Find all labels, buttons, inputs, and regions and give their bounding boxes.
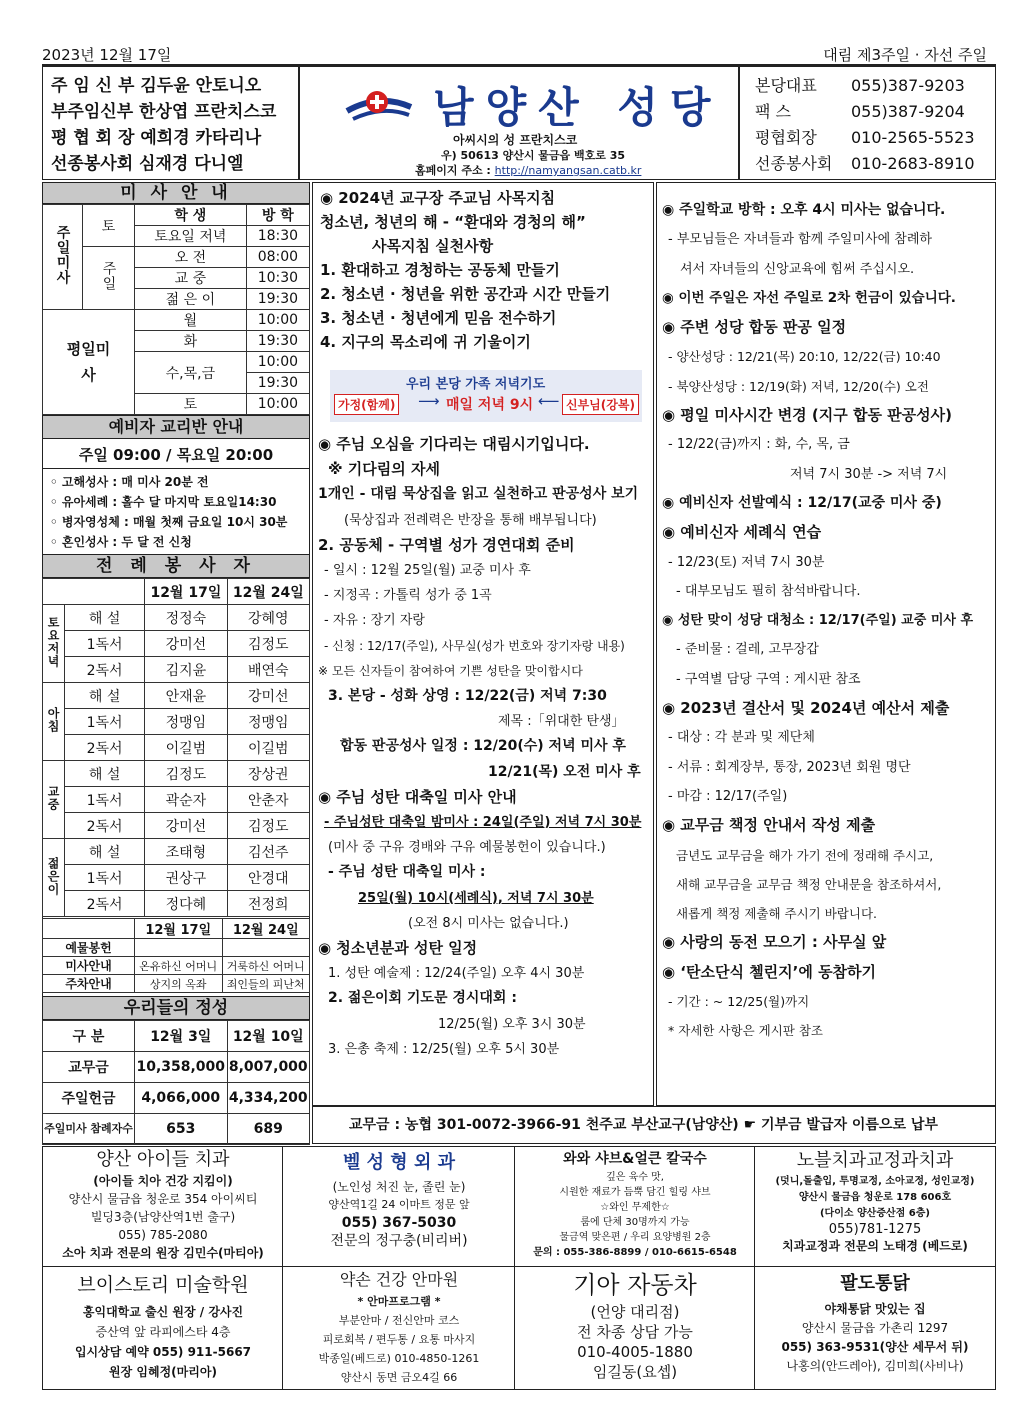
contact-list: 본당대표 055)387-9203 팩 스 055)387-9204 평협회장 010-2565-5523 선종봉사회 010-2683-8910 <box>755 76 975 173</box>
ad-massage: 약손 건강 안마원 * 안마프로그램 * 부분안마 / 전신안마 코스 피로회복 / 편두통 / 요통 마사지 박종일(베드로) 010-4850-1261 양산시 동면 금오4길 66 <box>318 1270 480 1384</box>
homepage-label: 홈페이지 주소 : <box>415 164 491 177</box>
mass-table: 주일미사 토 학 생 방 학 토요일 저녁 18:30 주일 오 전 08:00 교 중 10:30 젊 은 이 19:30 평일미사 월 10:00 화 19:30 수,목,금 10:00 19:30 토 10:00 <box>42 204 310 415</box>
ad-dental-kids: 양산 아이들 치과 (아이들 치아 건강 지킴이) 양산시 물금읍 청운로 354 아이씨티 빌딩3층(남양산역1번 출구) 055) 785-2080 소아 치과 전문의 원장 김민수(마티아) <box>62 1149 264 1260</box>
pastoral-guide: ◉ 2024년 교구장 주교님 사목지침 청소년, 청년의 해 - “환대와 경청의 해” 사목지침 실천사항 1. 환대하고 경청하는 공동체 만들기 2. 청소년 · 청년을 위한 공간과 시간 만들기 3. 청소년 · 청년에게 믿음 전수하기 4. 지구의 목소리에 귀 기울이기 <box>320 189 611 351</box>
ad-chicken: 팔도통닭 야채통닭 맛있는 집 양산시 물금읍 가촌리 1297 055) 363-9531(양산 세무서 뒤) 나홍의(안드레아), 김미희(사비나) <box>781 1273 969 1373</box>
ad-plastic-surgery: 벨 성 형 외 과 (노인성 처진 눈, 졸린 눈) 양산역1길 24 이마트 정문 앞 055) 367-5030 전문의 정구충(비리버) <box>328 1152 470 1249</box>
staff-list: 주 임 신 부 김두윤 안토니오 부주임신부 한상엽 프란치스코 평 협 회 장 예희경 카타리나 선종봉사회 심재경 다니엘 <box>51 76 277 174</box>
catechumen-time: 주일 09:00 / 목요일 20:00 <box>78 446 274 464</box>
offering-title: 우리들의 정성 <box>42 996 310 1020</box>
account-bar: 교무금 : 농협 301-0072-3966-91 천주교 부산교구(남양산) ☛ 기부금 발급자 이름으로 납부 <box>312 1106 996 1144</box>
offering-table: 구 분 12월 3일 12월 10일 교무금 10,358,000 8,007,000 주일헌금 4,066,000 4,334,200 주일미사 참례자수 653 689 <box>42 1020 310 1145</box>
church-name: 남양산 성당 <box>433 83 723 132</box>
mass-title: 미 사 안 내 <box>42 182 310 204</box>
sacrament-list: ◦ 고해성사 : 매 미사 20분 전 ◦ 유아세례 : 홀수 달 마지막 토요일14:30 ◦ 병자영성체 : 매월 첫째 금요일 10시 30분 ◦ 혼인성사 : 두 달 전 신청 <box>50 475 288 549</box>
patron: 아씨시의 성 프란치스코 <box>453 133 578 147</box>
liturgical-day: 대림 제3주일 · 자선 주일 <box>823 46 987 64</box>
prayer-banner: 우리 본당 가족 저녁기도 가정(함께) ⟶ 매일 저녁 9시 ⟵ 신부님(강복) <box>330 370 642 422</box>
prayer-right: 신부님(강복) <box>562 394 639 415</box>
ad-shabu: 와와 샤브&얼큰 칼국수 깊은 육수 맛, 시원한 재료가 듬뿍 담긴 힐링 샤브 ☆와인 무제한☆ 룸에 단체 30명까지 가능 물금역 맞은편 / 우리 요양병원 2층 문의 : 055-386-8899 / 010-6615-6548 <box>533 1151 737 1258</box>
advent-notices: ◉ 주님 오심을 기다리는 대림시기입니다. ※ 기다림의 자세 1개인 - 대림 묵상집을 읽고 실천하고 판공성사 보기 (묵상집과 전례력은 반장을 통해 배부됩니다) 2. 공동체 - 구역별 성가 경연대회 준비 - 일시 : 12월 25일(월) 교중 미사 후 - 지정곡 : 가톨릭 성가 중 1곡 - 자유 : 장기 자랑 - 신청 : 12/17(주일), 사무실(성가 번호와 장기자랑 내용) ※ 모든 신자들이 참여하여 기쁜 성탄을 맞이합시다 3. 본당 - 성화 상영 : 12/22(금) 저녁 7:30 제목 :「위대한 탄생」 합동 판공성사 일정 : 12/20(수) 저녁 미사 후 12/21(목) 오전 미사 후 ◉ 주님 성탄 대축일 미사 안내 - 주님성탄 대축일 밤미사 : 24일(주일) 저녁 7시 30분 (미사 중 구유 경배와 구유 예물봉헌이 있습니다.) - 주님 성탄 대축일 미사 : 25일(월) 10시(세례식), 저녁 7시 30분 (오전 8시 미사는 없습니다.) ◉ 청소년분과 성탄 일정 1. 성탄 예술제 : 12/24(주일) 오후 4시 30분 2. 젊은이회 기도문 경시대회 : 12/25(월) 오후 3시 30분 3. 은총 축제 : 12/25(월) 오후 5시 30분 <box>318 435 642 1057</box>
ad-art-academy: 브이스토리 미술학원 홍익대학교 출신 원장 / 강사진 증산역 앞 라피에스타 4층 입시상담 예약 055) 911-5667 원장 임혜정(마리아) <box>74 1274 252 1379</box>
ministers-title: 전 례 봉 사 자 <box>42 554 310 578</box>
prayer-left: 가정(함께) <box>334 394 399 415</box>
service-table: 12월 17일 12월 24일 예물봉헌 미사안내 온유하신 어머니 거룩하신 어머니 주차안내 상지의 옥좌 죄인들의 피난처 <box>42 918 310 993</box>
catechumen-title: 예비자 교리반 안내 <box>42 415 310 439</box>
arrow-left-icon: ⟵ <box>538 392 560 410</box>
ministers-table: 12월 17일 12월 24일 토요저녁 해 설 정정숙 강혜영 1독서 강미선 김정도 2독서 김지윤 배연숙 아침 해 설 안재윤 강미선 1독서 정맹임 정맹임 2독서 이길범 이길범 교중 해 설 김정도 장상권 1독서 곽순자 안춘자 2독서 강미선 김정도 젊은이 해 설 조태형 김선주 1독서 권상구 안경대 2독서 정다혜 전정희 <box>42 578 310 917</box>
parish-notices: ◉ 주일학교 방학 : 오후 4시 미사는 없습니다. - 부모님들은 자녀들과 함께 주일미사에 참례하 셔서 자녀들의 신앙교육에 힘써 주십시오. ◉ 이번 주일은 자선 주일로 2차 헌금이 있습니다. ◉ 주변 성당 합동 판공 일정 - 양산성당 : 12/21(목) 20:10, 12/22(금) 10:40 - 북양산성당 : 12/19(화) 저녁, 12/20(수) 오전 ◉ 평일 미사시간 변경 (지구 합동 판공성사) - 12/22(금)까지 : 화, 수, 목, 금 저녁 7시 30분 -> 저녁 7시 ◉ 예비신자 선발예식 : 12/17(교중 미사 중) ◉ 예비신자 세례식 연습 - 12/23(토) 저녁 7시 30분 - 대부모님도 필히 참석바랍니다. ◉ 성탄 맞이 성당 대청소 : 12/17(주일) 교중 미사 후 - 준비물 : 걸레, 고무장갑 - 구역별 담당 구역 : 게시판 참조 ◉ 2023년 결산서 및 2024년 예산서 제출 - 대상 : 각 분과 및 제단체 - 서류 : 회계장부, 통장, 2023년 회원 명단 - 마감 : 12/17(주일) ◉ 교무금 책정 안내서 작성 제출 금년도 교무금을 해가 가기 전에 정래해 주시고, 새해 교무금을 교무금 책정 안내문을 참조하셔서, 새롭게 책정 제출해 주시기 바랍니다. ◉ 사랑의 동전 모으기 : 사무실 앞 ◉ ‘탄소단식 첼린지’에 동참하기 - 기간 : ~ 12/25(월)까지 * 자세한 사항은 게시판 참조 <box>662 202 974 1039</box>
header <box>42 66 996 180</box>
arrow-right-icon: ⟶ <box>418 392 440 410</box>
address: 우) 50613 양산시 물금읍 백호로 35 <box>441 149 626 162</box>
church-logo-icon <box>343 85 415 125</box>
issue-date: 2023년 12월 17일 <box>42 46 172 64</box>
ad-kia-motors: 기아 자동차 (언양 대리점) 전 차종 상담 가능 010-4005-1880 임길동(요셉) <box>573 1271 697 1381</box>
ad-orthodontics: 노블치과교정과치과 (덧니,돌출입, 투명교정, 소아교정, 성인교정) 양산시 물금읍 청운로 178 606호 (다이소 양산증산점 6층) 055)781-1275 치과교정과 전문의 노태경 (베드로) <box>775 1150 975 1253</box>
homepage-link[interactable]: http://namyangsan.catb.kr <box>494 164 642 177</box>
